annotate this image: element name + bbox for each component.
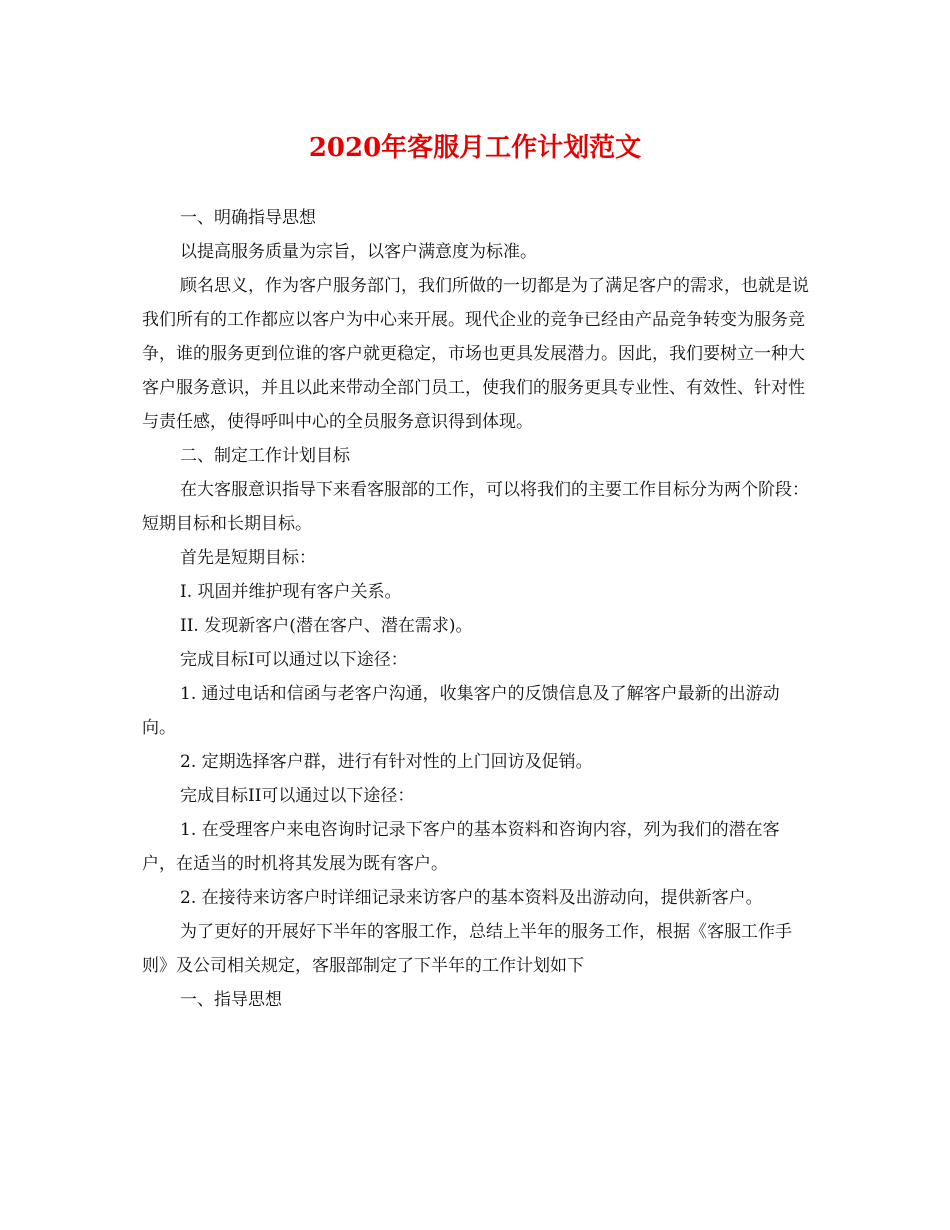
paragraph: 完成目标II可以通过以下途径： xyxy=(180,786,415,806)
document-title: 2020年客服月工作计划范文 xyxy=(308,133,642,163)
section-heading-guiding-ideology: 一、指导思想 xyxy=(180,990,282,1010)
paragraph: 首先是短期目标： xyxy=(180,548,316,568)
list-item: II. 发现新客户(潜在客户、潜在需求)。 xyxy=(180,616,473,636)
section-heading-work-plan-goals: 二、制定工作计划目标 xyxy=(180,446,350,466)
paragraph: 为了更好的开展好下半年的客服工作，总结上半年的服务工作，根据《客服工作手则》及公司相关规定，客服部制定了下半年的工作计划如下 xyxy=(142,922,792,976)
list-item: I. 巩固并维护现有客户关系。 xyxy=(180,582,402,602)
list-item: 2. 定期选择客户群，进行有针对性的上门回访及促销。 xyxy=(180,752,593,772)
document-body xyxy=(142,201,812,1017)
paragraph: 在大客服意识指导下来看客服部的工作，可以将我们的主要工作目标分为两个阶段：短期目标和长期目标。 xyxy=(142,480,809,534)
paragraph: 完成目标I可以通过以下途径： xyxy=(180,650,408,670)
paragraph: 以提高服务质量为宗旨，以客户满意度为标准。 xyxy=(180,242,537,262)
list-item: 1. 通过电话和信函与老客户沟通，收集客户的反馈信息及了解客户最新的出游动向。 xyxy=(142,684,780,738)
paragraph: 顾名思义，作为客户服务部门，我们所做的一切都是为了满足客户的需求，也就是说我们所有的工作都应以客户为中心来开展。现代企业的竞争已经由产品竞争转变为服务竞争，谁的服务更到位谁的客户就更稳定，市场也更具发展潜力。因此，我们要树立一种大客户服务意识，并且以此来带动全部门员工，使我们的服务更具专业性、有效性、针对性与责任感，使得呼叫中心的全员服务意识得到体现。 xyxy=(142,276,809,432)
list-item: 1. 在受理客户来电咨询时记录下客户的基本资料和咨询内容，列为我们的潜在客户，在适当的时机将其发展为既有客户。 xyxy=(142,820,780,874)
list-item: 2. 在接待来访客户时详细记录来访客户的基本资料及出游动向，提供新客户。 xyxy=(180,888,763,908)
section-heading-guiding-principle: 一、明确指导思想 xyxy=(180,208,316,228)
